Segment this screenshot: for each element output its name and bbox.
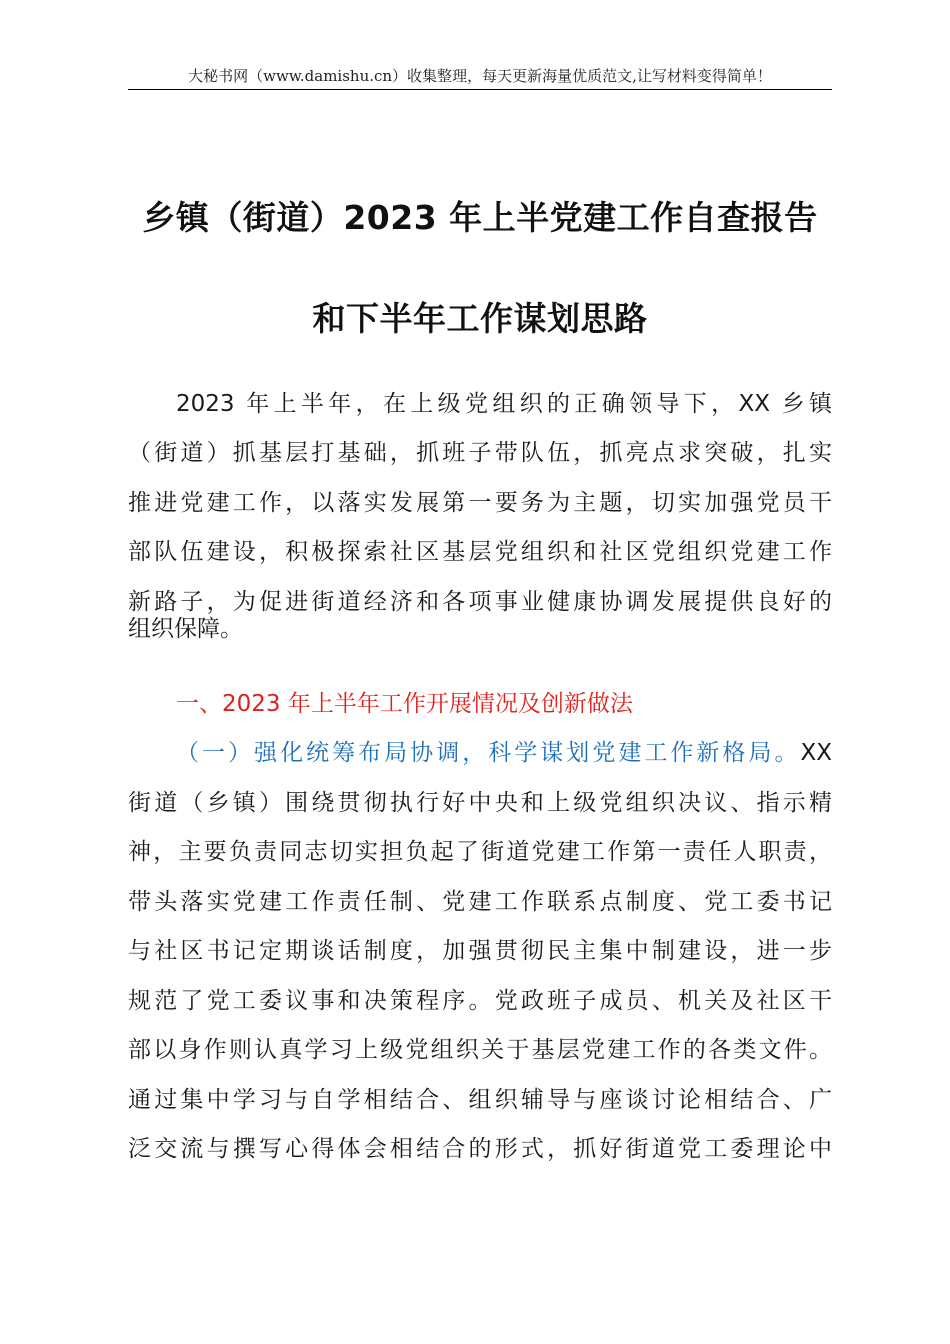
subsection-line: 与社区书记定期谈话制度，加强贯彻民主集中制建设，进一步 bbox=[128, 938, 832, 964]
subsection-heading-1: （一）强化统筹布局协调，科学谋划党建工作新格局。 bbox=[176, 740, 801, 766]
intro-line: 推进党建工作，以落实发展第一要务为主题，切实加强党员干 bbox=[128, 490, 832, 516]
subsection-line: 神，主要负责同志切实担负起了街道党建工作第一责任人职责， bbox=[128, 839, 832, 865]
page-header-text: 大秘书网（www.damishu.cn）收集整理，每天更新海量优质范文,让写材料变得简单！ bbox=[188, 67, 772, 85]
intro-line: 组织保障。 bbox=[128, 616, 243, 642]
subsection-first-line bbox=[176, 737, 832, 769]
intro-line: 2023 年上半年，在上级党组织的正确领导下，XX 乡镇 bbox=[176, 391, 832, 417]
document-title-line-2: 和下半年工作谋划思路 bbox=[312, 299, 648, 338]
subsection-line: 街道（乡镇）围绕贯彻执行好中央和上级党组织决议、指示精 bbox=[128, 790, 832, 816]
subsection-first-line-tail: XX bbox=[800, 740, 832, 766]
subsection-line: 通过集中学习与自学相结合、组织辅导与座谈讨论相结合、广 bbox=[128, 1087, 832, 1113]
subsection-line: 泛交流与撰写心得体会相结合的形式，抓好街道党工委理论中 bbox=[128, 1136, 832, 1162]
intro-line: 部队伍建设，积极探索社区基层党组织和社区党组织党建工作 bbox=[128, 539, 832, 565]
page-header-rule bbox=[128, 89, 832, 90]
intro-line: 新路子，为促进街道经济和各项事业健康协调发展提供良好的 bbox=[128, 589, 832, 615]
document-title-line-1: 乡镇（街道）2023 年上半党建工作自查报告 bbox=[142, 198, 818, 237]
section-heading-1: 一、2023 年上半年工作开展情况及创新做法 bbox=[176, 691, 633, 717]
subsection-line: 部以身作则认真学习上级党组织关于基层党建工作的各类文件。 bbox=[128, 1037, 832, 1063]
subsection-line: 规范了党工委议事和决策程序。党政班子成员、机关及社区干 bbox=[128, 988, 832, 1014]
subsection-line: 带头落实党建工作责任制、党建工作联系点制度、党工委书记 bbox=[128, 889, 832, 915]
intro-line: （街道）抓基层打基础，抓班子带队伍，抓亮点求突破，扎实 bbox=[128, 440, 832, 466]
